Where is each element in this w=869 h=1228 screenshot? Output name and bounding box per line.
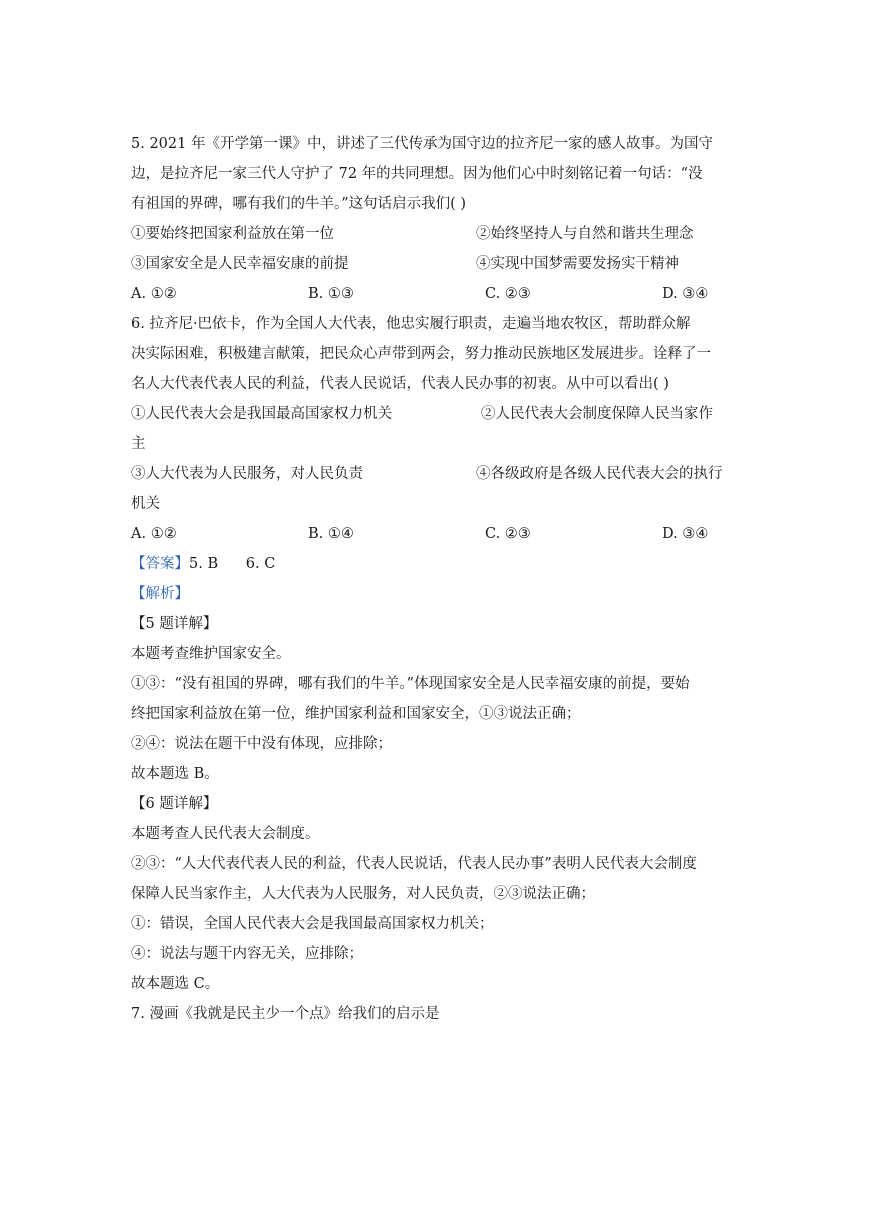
- analysis-line: ①：错误，全国人民代表大会是我国最高国家权力机关；: [131, 916, 494, 932]
- analysis-line: 本题考查人民代表大会制度。: [131, 826, 320, 842]
- analysis-line: ①③：“没有祖国的界碑，哪有我们的牛羊。”体现国家安全是人民幸福安康的前提，要始: [131, 676, 690, 692]
- q5-option-a: A. ①②: [131, 286, 177, 302]
- q6-stem-line-2: 决实际困难，积极建言献策，把民众心声带到两会，努力推动民族地区发展进步。诠释了一: [131, 346, 711, 362]
- q6-detail-heading: 【6 题详解】: [131, 796, 218, 812]
- analysis-line: ②④：说法在题干中没有体现，应排除；: [131, 736, 392, 752]
- analysis-line: 终把国家利益放在第一位，维护国家利益和国家安全，①③说法正确；: [131, 706, 581, 722]
- q5-statement-4: ④实现中国梦需要发扬实干精神: [476, 256, 679, 272]
- analysis-label: 【解析】: [131, 586, 189, 602]
- q5-detail-heading: 【5 题详解】: [131, 616, 218, 632]
- q6-statement-2-cont: 主: [131, 436, 146, 452]
- q5-option-d: D. ③④: [662, 286, 709, 302]
- q6-stem-line-1: 6. 拉齐尼·巴依卡，作为全国人大代表，他忠实履行职责，走遍当地农牧区，帮助群众解: [131, 316, 691, 332]
- analysis-line: 保障人民当家作主，人大代表为人民服务，对人民负责，②③说法正确；: [131, 886, 595, 902]
- q6-option-c: C. ②③: [485, 526, 531, 542]
- q6-statement-2: ②人民代表大会制度保障人民当家作: [481, 406, 713, 422]
- q6-option-a: A. ①②: [131, 526, 177, 542]
- analysis-line: 本题考查维护国家安全。: [131, 646, 291, 662]
- q5-stem-line-3: 有祖国的界碑，哪有我们的牛羊。”这句话启示我们( ): [131, 196, 467, 212]
- answer-text: 5. B 6. C: [189, 556, 276, 572]
- answer-line: [131, 554, 275, 574]
- q5-statement-3: ③国家安全是人民幸福安康的前提: [131, 256, 349, 272]
- answer-label: 【答案】: [131, 556, 189, 572]
- q6-statement-1: ①人民代表大会是我国最高国家权力机关: [131, 406, 392, 422]
- q6-option-b: B. ①④: [308, 526, 354, 542]
- analysis-line: 故本题选 C。: [131, 976, 220, 992]
- q7-stem-line: 7. 漫画《我就是民主少一个点》给我们的启示是: [131, 1006, 440, 1022]
- q6-statement-4: ④各级政府是各级人民代表大会的执行: [476, 466, 723, 482]
- q5-stem-line-1: 5. 2021 年《开学第一课》中，讲述了三代传承为国守边的拉齐尼一家的感人故事。为国守: [131, 136, 713, 152]
- q5-stem-line-2: 边，是拉齐尼一家三代人守护了 72 年的共同理想。因为他们心中时刻铭记着一句话：“没: [131, 166, 703, 182]
- q6-stem-line-3: 名人大代表代表人民的利益，代表人民说话，代表人民办事的初衷。从中可以看出( ): [131, 376, 669, 392]
- analysis-line: 故本题选 B。: [131, 766, 219, 782]
- analysis-line: ④：说法与题干内容无关，应排除；: [131, 946, 363, 962]
- analysis-line: ②③：“人大代表代表人民的利益，代表人民说话，代表人民办事”表明人民代表大会制度: [131, 856, 697, 872]
- q5-statement-2: ②始终坚持人与自然和谐共生理念: [476, 226, 694, 242]
- q6-statement-4-cont: 机关: [131, 496, 160, 512]
- q5-statement-1: ①要始终把国家利益放在第一位: [131, 226, 334, 242]
- q5-option-c: C. ②③: [485, 286, 531, 302]
- q5-option-b: B. ①③: [308, 286, 354, 302]
- q6-statement-3: ③人大代表为人民服务，对人民负责: [131, 466, 363, 482]
- q6-option-d: D. ③④: [662, 526, 709, 542]
